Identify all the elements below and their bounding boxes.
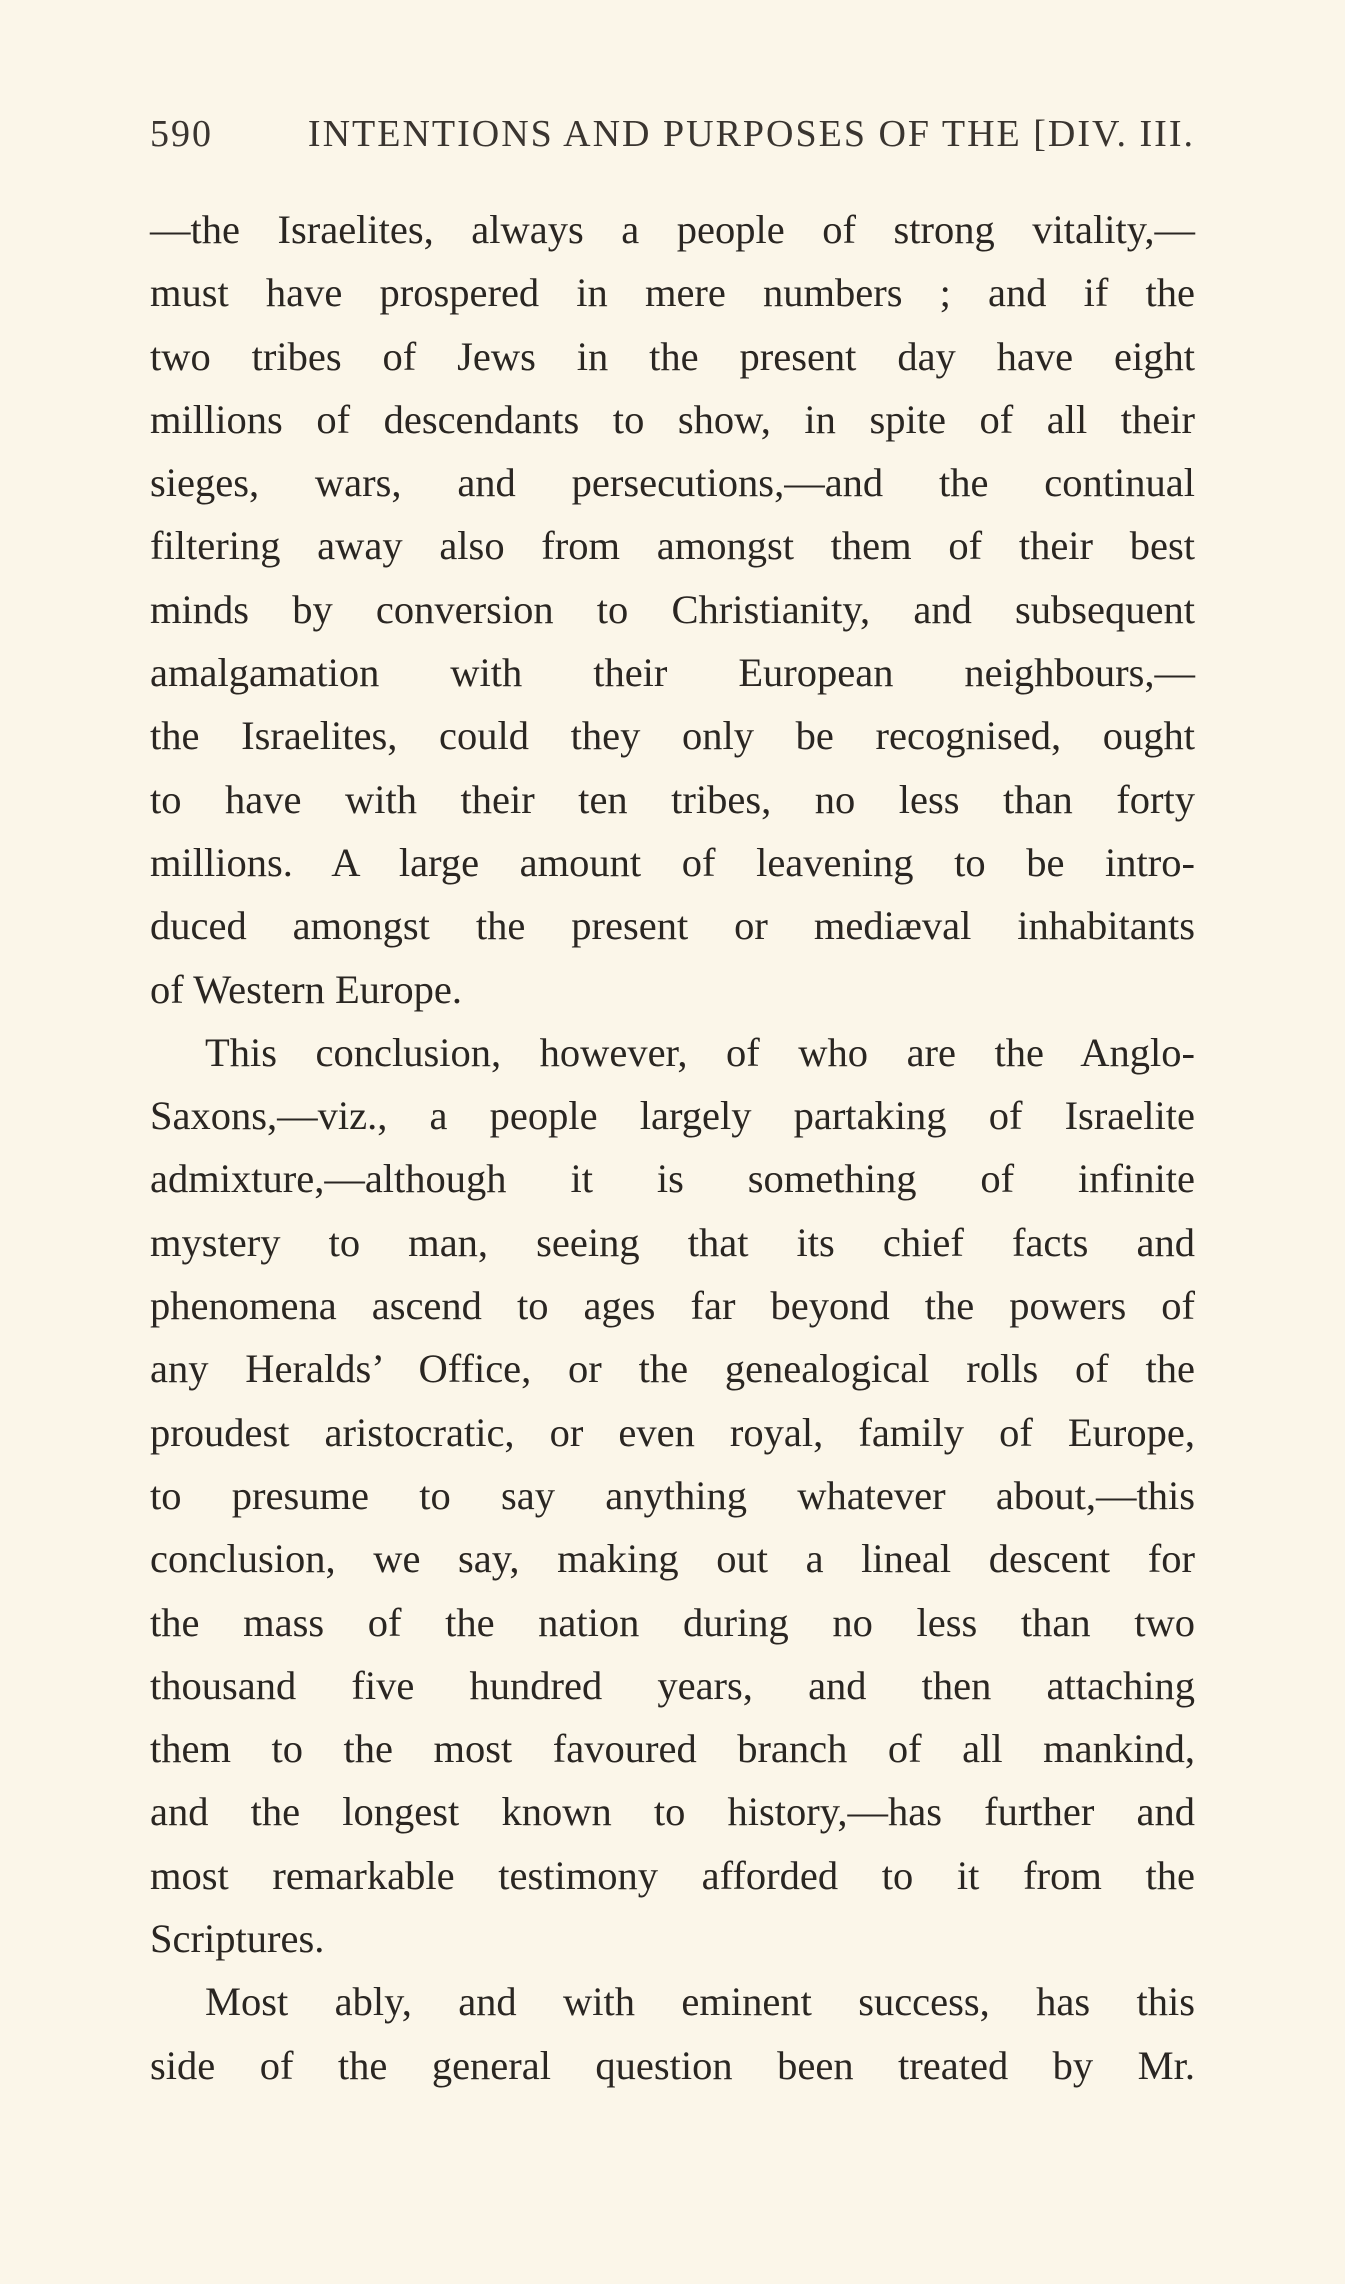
text-line: proudest aristocratic, or even royal, family of Europe,	[150, 1409, 1195, 1455]
text-line: sieges, wars, and persecutions,—and the continual	[150, 460, 1195, 506]
text-line: amalgamation with their European neighbours,—	[150, 650, 1195, 696]
text-line: thousand five hundred years, and then attaching	[150, 1662, 1195, 1708]
running-header	[150, 112, 1195, 168]
paragraph-3	[150, 1970, 1195, 2097]
text-line: duced amongst the present or mediæval inhabitants	[150, 903, 1195, 949]
text-line: millions of descendants to show, in spite of all their	[150, 396, 1195, 442]
page-number: 590	[150, 113, 213, 155]
text-line: most remarkable testimony afforded to it from the	[150, 1852, 1195, 1898]
text-line: This conclusion, however, of who are the Anglo-	[205, 1029, 1195, 1075]
text-line: of Western Europe.	[150, 966, 463, 1012]
body-text	[150, 198, 1195, 2097]
text-line: mystery to man, seeing that its chief facts and	[150, 1219, 1195, 1265]
text-line: Saxons,—viz., a people largely partaking of Israelite	[150, 1093, 1195, 1139]
text-line: admixture,—although it is something of infinite	[150, 1156, 1195, 1202]
text-line: to presume to say anything whatever about,—this	[150, 1472, 1195, 1518]
text-line: millions. A large amount of leavening to be intro-	[150, 839, 1195, 885]
text-line: Most ably, and with eminent success, has this	[205, 1979, 1195, 2025]
text-line: conclusion, we say, making out a lineal descent for	[150, 1536, 1195, 1582]
text-line: Scriptures.	[150, 1916, 325, 1962]
text-line: and the longest known to history,—has further and	[150, 1789, 1195, 1835]
text-line: must have prospered in mere numbers ; and if the	[150, 270, 1195, 316]
text-line: side of the general question been treated by Mr.	[150, 2042, 1195, 2088]
text-line: filtering away also from amongst them of their best	[150, 523, 1195, 569]
running-title: INTENTIONS AND PURPOSES OF THE [DIV. III.	[307, 113, 1195, 155]
paragraph-1	[150, 198, 1195, 1021]
text-line: minds by conversion to Christianity, and subsequent	[150, 586, 1195, 632]
text-line: any Heralds’ Office, or the genealogical rolls of the	[150, 1346, 1195, 1392]
text-line: the Israelites, could they only be recognised, ought	[150, 713, 1195, 759]
text-line: —the Israelites, always a people of strong vitality,—	[150, 207, 1195, 252]
text-line: phenomena ascend to ages far beyond the powers of	[150, 1283, 1195, 1329]
text-line: them to the most favoured branch of all mankind,	[150, 1726, 1195, 1772]
text-line: two tribes of Jews in the present day have eight	[150, 333, 1195, 379]
paragraph-2	[150, 1021, 1195, 1970]
text-line: the mass of the nation during no less than two	[150, 1599, 1195, 1645]
text-line: to have with their ten tribes, no less than forty	[150, 776, 1195, 822]
